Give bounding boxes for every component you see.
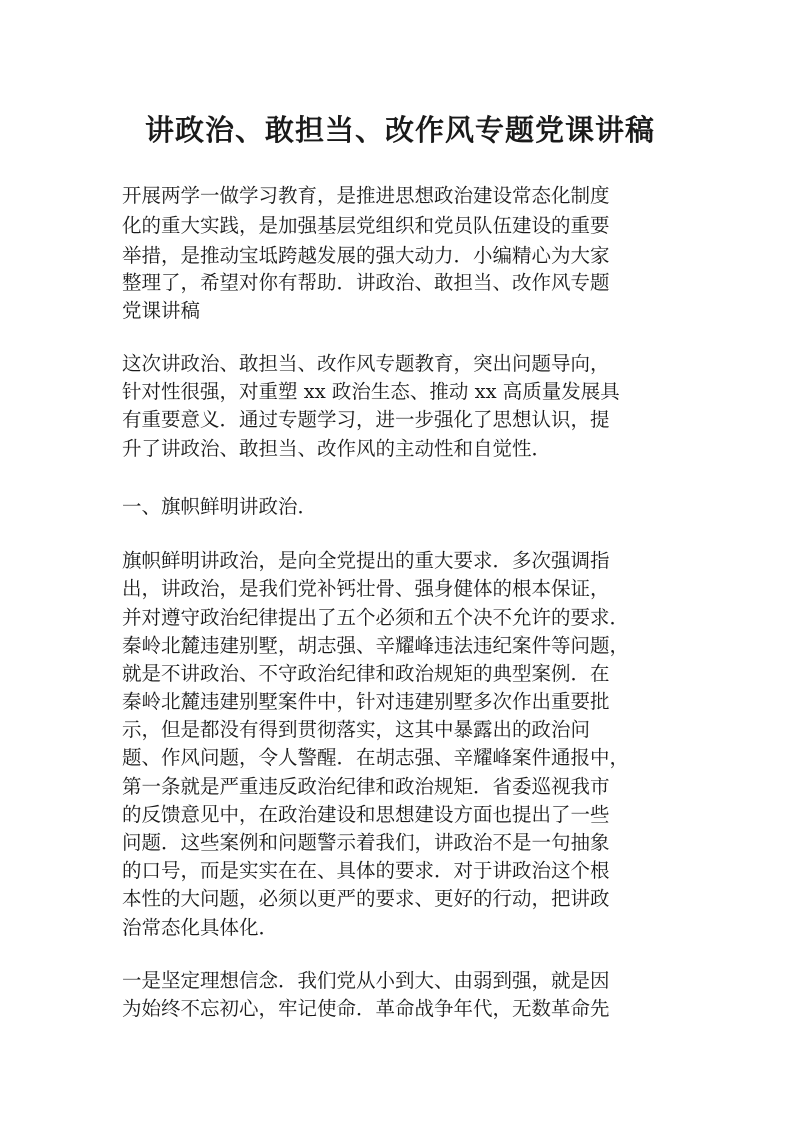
text-line: 秦岭北麓违建别墅，胡志强、辛耀峰违法违纪案件等问题， bbox=[122, 634, 630, 657]
text-line: 为始终不忘初心，牢记使命．革命战争年代，无数革命先 bbox=[122, 997, 610, 1020]
text-line: 举措，是推动宝坻跨越发展的强大动力．小编精心为大家 bbox=[122, 244, 610, 267]
text-line: 党课讲稿 bbox=[122, 299, 201, 322]
text-line: 有重要意义．通过专题学习，进一步强化了思想认识，提 bbox=[122, 408, 610, 431]
text-line: 开展两学一做学习教育，是推进思想政治建设常态化制度 bbox=[122, 184, 610, 207]
text-line: 出，讲政治，是我们党补钙壮骨、强身健体的根本保证， bbox=[122, 577, 610, 600]
document-title: 讲政治、敢担当、改作风专题党课讲稿 bbox=[144, 113, 655, 147]
text-line: 问题．这些案例和问题警示着我们，讲政治不是一句抽象 bbox=[122, 831, 610, 854]
text-line: 化的重大实践，是加强基层党组织和党员队伍建设的重要 bbox=[122, 214, 610, 237]
text-line: 的反馈意见中，在政治建设和思想建设方面也提出了一些 bbox=[122, 803, 610, 826]
text-line: 题、作风问题，令人警醒．在胡志强、辛耀峰案件通报中， bbox=[122, 746, 630, 769]
text-line: 整理了，希望对你有帮助．讲政治、敢担当、改作风专题 bbox=[122, 271, 610, 294]
text-line: 秦岭北麓违建别墅案件中，针对违建别墅多次作出重要批 bbox=[122, 690, 610, 713]
text-line: 这次讲政治、敢担当、改作风专题教育，突出问题导向， bbox=[122, 352, 610, 375]
section-heading: 一、旗帜鲜明讲政治． bbox=[122, 495, 318, 518]
text-line: 的口号，而是实实在在、具体的要求．对于讲政治这个根 bbox=[122, 859, 610, 882]
text-line: 升了讲政治、敢担当、改作风的主动性和自觉性． bbox=[122, 437, 552, 460]
text-line: 第一条就是严重违反政治纪律和政治规矩．省委巡视我市 bbox=[122, 775, 610, 798]
text-line: 旗帜鲜明讲政治，是向全党提出的重大要求．多次强调指 bbox=[122, 549, 610, 572]
text-line: 并对遵守政治纪律提出了五个必须和五个决不允许的要求． bbox=[122, 606, 630, 629]
text-line: 针对性很强，对重塑 xx 政治生态、推动 xx 高质量发展具 bbox=[122, 380, 620, 403]
text-line: 就是不讲政治、不守政治纪律和政治规矩的典型案例．在 bbox=[122, 662, 610, 685]
text-line: 治常态化具体化． bbox=[122, 916, 279, 939]
text-line: 本性的大问题，必须以更严的要求、更好的行动，把讲政 bbox=[122, 887, 610, 910]
text-line: 示，但是都没有得到贯彻落实，这其中暴露出的政治问 bbox=[122, 718, 591, 741]
text-line: 一是坚定理想信念．我们党从小到大、由弱到强，就是因 bbox=[122, 969, 610, 992]
